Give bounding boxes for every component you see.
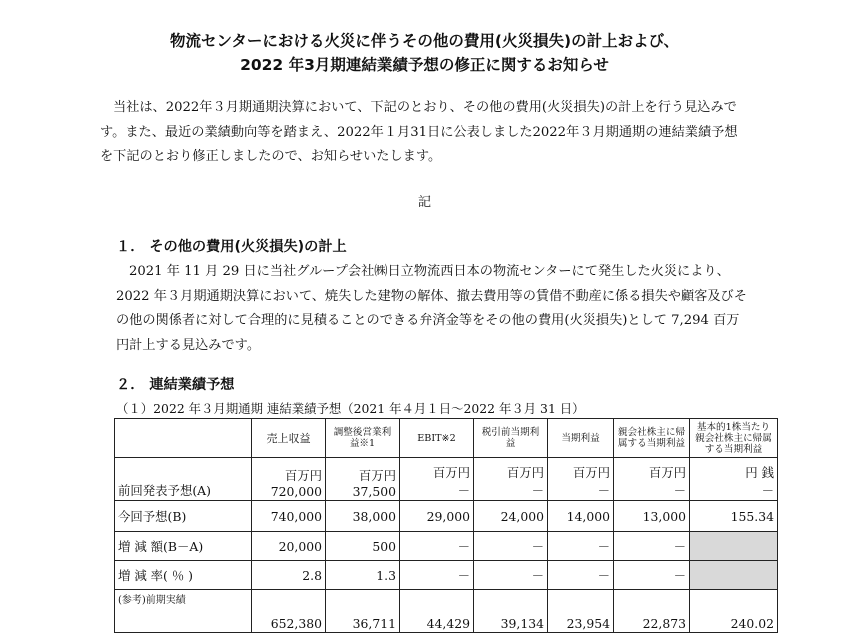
cell: 百万円 720,000 [252,458,326,501]
cell: 百万円 37,500 [326,458,400,501]
cell: 44,429 [400,590,474,633]
cell: 百万円 － [614,458,690,501]
table-row [115,561,778,590]
table-header-row [115,419,778,458]
header-pretax-income: 税引前当期利益 [474,419,548,458]
header-revenue: 売上収益 [252,419,326,458]
header-eps: 基本的1株当たり親会社株主に帰属する当期利益 [690,419,778,458]
cell-shaded [690,532,778,561]
cell: 240.02 [690,590,778,633]
cell: 740,000 [252,501,326,532]
cell: － [548,532,614,561]
cell: 円 銭 － [690,458,778,501]
cell: 39,134 [474,590,548,633]
page-title-line1: 物流センターにおける火災に伴うその他の費用(火災損失)の計上および、 [170,32,679,50]
ki-heading: 記 [417,195,432,210]
header-adjusted-op-income: 調整後営業利益※1 [326,419,400,458]
header-ebit: EBIT※2 [400,419,474,458]
intro-paragraph: 当社は、2022年３月期通期決算において、下記のとおり、その他の費用(火災損失)の計上を行う見込みです。また、最近の業績動向等を踏まえ、2022年１月31日に公表しました2022年３月期通期の連結業績予想を下記のとおり修正しましたので、お知らせいたします。 [100,100,738,164]
table-row [115,501,778,532]
cell: － [400,561,474,590]
section1-heading: １． その他の費用(火災損失)の計上 [116,239,347,255]
cell: － [614,532,690,561]
cell: 24,000 [474,501,548,532]
cell: － [400,532,474,561]
table-row [115,532,778,561]
cell: 2.8 [252,561,326,590]
cell: 36,711 [326,590,400,633]
cell-shaded [690,561,778,590]
cell: 百万円 － [474,458,548,501]
row-label: (参考)前期実績 [115,590,252,633]
header-blank [115,419,252,458]
row-label: 今回予想(B) [115,501,252,532]
cell: 23,954 [548,590,614,633]
cell: 29,000 [400,501,474,532]
forecast-subheading: （１）2022 年３月期通期 連結業績予想（2021 年４月１日～2022 年３月 31 日） [116,401,585,416]
row-label: 増 減 率( ％ ) [115,561,252,590]
cell: － [474,532,548,561]
cell: 155.34 [690,501,778,532]
forecast-table [114,418,778,633]
header-net-income-parent: 親会社株主に帰属する当期利益 [614,419,690,458]
section2-heading: ２． 連結業績予想 [116,377,235,393]
cell: 1.3 [326,561,400,590]
cell: 13,000 [614,501,690,532]
cell: － [614,561,690,590]
table-row [115,458,778,501]
section1-body: 2021 年 11 月 29 日に当社グループ会社㈱日立物流西日本の物流センターにて発生した火災により、2022 年３月期通期決算において、焼失した建物の解体、撤去費用等の賃借不動産に係る損失や顧客及びその他の関係者に対して合理的に見積ることのできる弁済金等をその他の費用(火災損失)として 7,294 百万円計上する見込みです。 [116,264,747,353]
cell: 22,873 [614,590,690,633]
row-label: 前回発表予想(A) [115,458,252,501]
cell: － [474,561,548,590]
cell: － [548,561,614,590]
cell: 百万円 － [548,458,614,501]
table-row [115,590,778,633]
cell: 652,380 [252,590,326,633]
cell: 38,000 [326,501,400,532]
cell: 500 [326,532,400,561]
row-label: 増 減 額(B－A) [115,532,252,561]
cell: 百万円 － [400,458,474,501]
page-title-line2: 2022 年3月期連結業績予想の修正に関するお知らせ [240,56,609,74]
cell: 14,000 [548,501,614,532]
header-net-income: 当期利益 [548,419,614,458]
cell: 20,000 [252,532,326,561]
